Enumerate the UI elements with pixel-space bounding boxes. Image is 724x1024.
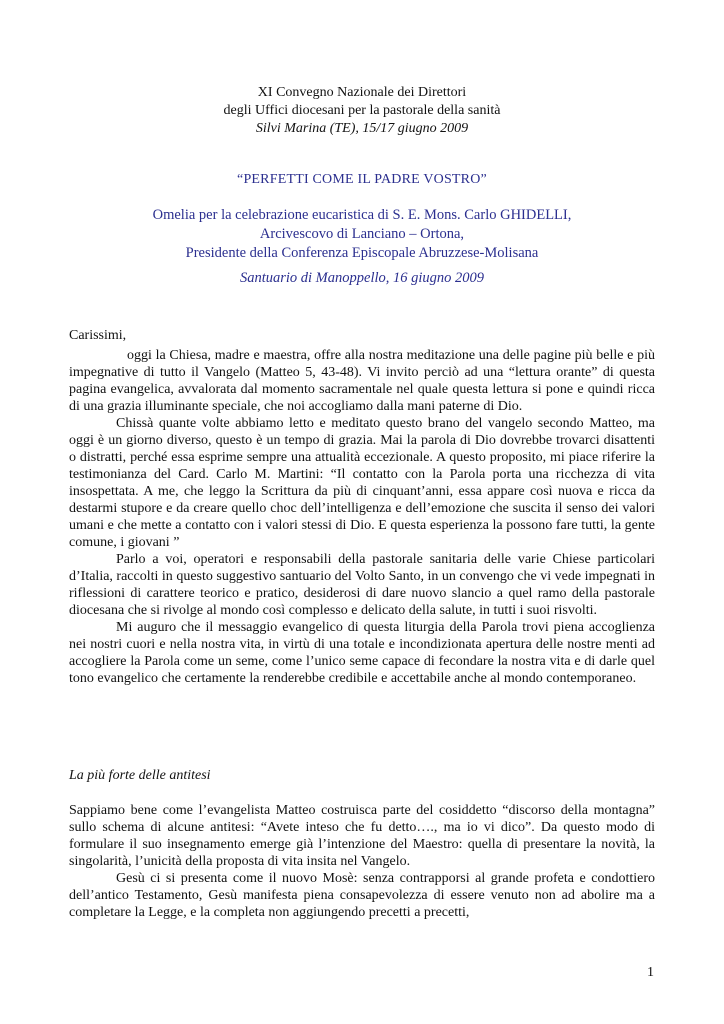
conference-header xyxy=(0,84,724,138)
paragraph: Parlo a voi, operatori e responsabili della pastorale sanitaria delle varie Chiese particolari d’Italia, raccolti in questo suggestivo santuario del Volto Santo, in un convengo che vi vede impegnati in riflessioni di carattere teorico e pratico, desiderosi di dare nuovo slancio a quel ramo della pastorale diocesana che si rivolge al mondo così complesso e delicato della salute, in tutti i suoi risvolti. xyxy=(69,552,655,618)
conference-subtitle: degli Uffici diocesani per la pastorale della sanità xyxy=(223,103,501,118)
section-text xyxy=(69,802,655,921)
homily-info xyxy=(0,206,724,288)
author-presidency: Presidente della Conferenza Episcopale Abruzzese-Molisana xyxy=(185,245,539,261)
page-number: 1 xyxy=(647,965,654,980)
paragraph: oggi la Chiesa, madre e maestra, offre alla nostra meditazione una delle pagine più belle e più impegnative di tutto il Vangelo (Matteo 5, 43-48). Vi invito perciò ad una “lettura orante” di questa pagina evangelica, avvalorata dal momento sacramentale nel quale questa lettura si pone e quindi ricca di una grazia illuminante speciale, che noi accogliamo dalla mani paterne di Dio. xyxy=(69,348,655,414)
homily-place-date: Santuario di Manoppello, 16 giugno 2009 xyxy=(239,270,485,286)
homily-title: “PERFETTI COME IL PADRE VOSTRO” xyxy=(237,172,487,187)
conference-title: XI Convegno Nazionale dei Direttori xyxy=(257,85,467,100)
body-text xyxy=(69,327,655,687)
paragraph: Sappiamo bene come l’evangelista Matteo costruisca parte del cosiddetto “discorso della montagna” sullo schema di alcune antitesi: “Avete inteso che fu detto…., ma io vi dico”. Da questo modo di formulare il suo insegnamento emerge già l’intenzione del Maestro: quella di presentare la novità, la singolarità, l’unicità della proposta di vita insita nel Vangelo. xyxy=(69,803,655,869)
conference-place-date: Silvi Marina (TE), 15/17 giugno 2009 xyxy=(255,121,469,136)
paragraph: Gesù ci si presenta come il nuovo Mosè: senza contrapporsi al grande profeta e condottiero dell’antico Testamento, Gesù manifesta piena consapevolezza di essere venuto non ad abolire ma a completare la Legge, e la completa non aggiungendo precetti a precetti, xyxy=(69,871,655,920)
author-role: Arcivescovo di Lanciano – Ortona, xyxy=(259,226,465,242)
section-heading: La più forte delle antitesi xyxy=(69,768,211,783)
paragraph: Chissà quante volte abbiamo letto e meditato questo brano del vangelo secondo Matteo, ma oggi è un giorno diverso, questo è un tempo di grazia. Mai la parola di Dio dovrebbe trovarci disattenti o distratti, perché essa esprime sempre una attualità eccezionale. A questo proposito, mi piace riferire la testimonianza del Card. Carlo M. Martini: “Il contatto con la Parola porta una ricchezza di vita insospettata. A me, che leggo la Scrittura da più di cinquant’anni, essa appare così nuova e ricca da destarmi stupore e da creare quello choc dell’intelligenza e dell’emozione che suscita il senso dei valori umani e che mette a contatto con i valori stessi di Dio. E questa esperienza la possono fare tutti, la gente comune, i giovani ” xyxy=(69,416,655,550)
salutation: Carissimi, xyxy=(69,328,127,343)
homily-occasion: Omelia per la celebrazione eucaristica di S. E. Mons. Carlo GHIDELLI, xyxy=(152,207,572,223)
paragraph: Mi auguro che il messaggio evangelico di questa liturgia della Parola trovi piena accoglienza nei nostri cuori e nella nostra vita, in virtù di una totale e incondizionata apertura delle nostre menti ad accogliere la Parola come un seme, come l’unico seme capace di fecondare la nostra vita e di darle quel tono evangelico che certamente la renderebbe credibile e accettabile anche al mondo contemporaneo. xyxy=(69,620,655,686)
